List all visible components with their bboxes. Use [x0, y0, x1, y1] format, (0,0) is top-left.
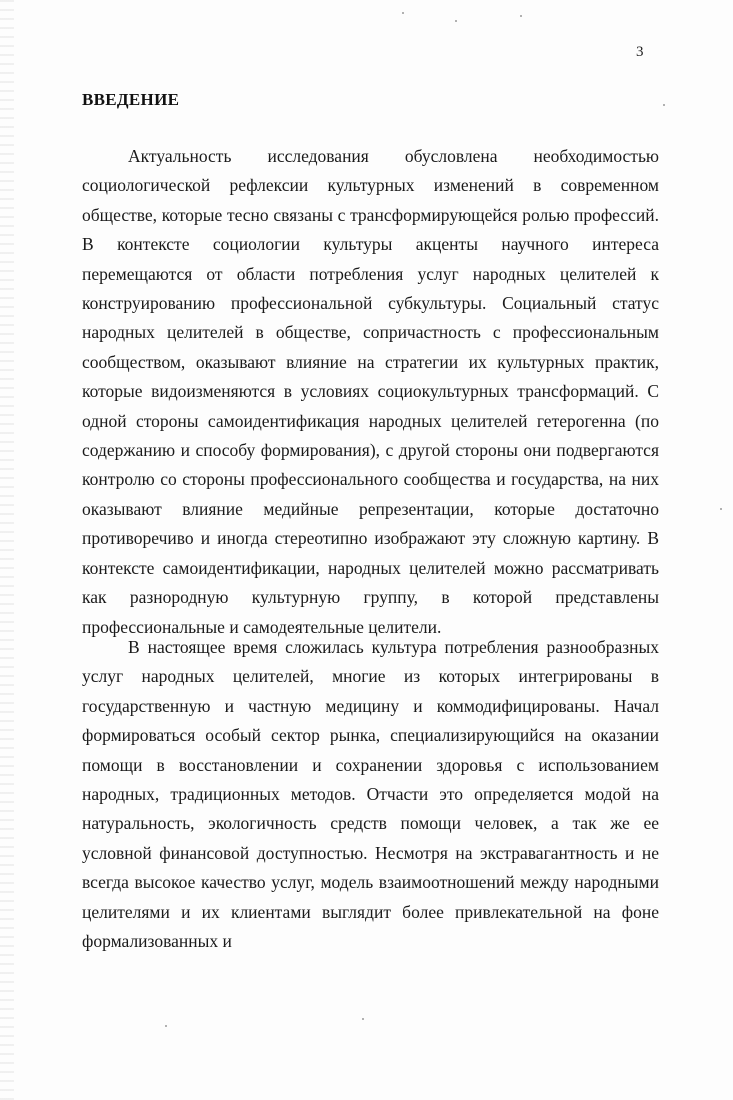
paragraph-1-block: [82, 142, 659, 642]
scan-speck: [520, 15, 522, 17]
scan-edge-artifact: [0, 0, 14, 1100]
scan-speck: [663, 104, 665, 106]
paragraph: Актуальность исследования обусловлена необходимостью социологической рефлексии культурных изменений в современном обществе, которые тесно связаны с трансформирующейся ролью профессий. В контексте социологии культуры акценты научного интереса перемещаются от области потребления услуг народных целителей к конструированию профессиональной субкультуры. Социальный статус народных целителей в обществе, сопричастность с профессиональным сообществом, оказывают влияние на стратегии их культурных практик, которые видоизменяются в условиях социокультурных трансформаций. С одной стороны самоидентификация народных целителей гетерогенна (по содержанию и способу формирования), с другой стороны они подвергаются контролю со стороны профессионального сообщества и государства, на них оказывают влияние медийные репрезентации, которые достаточно противоречиво и иногда стереотипно изображают эту сложную картину. В контексте самоидентификации, народных целителей можно рассматривать как разнородную культурную группу, в которой представлены профессиональные и самодеятельные целители.: [82, 146, 659, 637]
paragraph: В настоящее время сложилась культура потребления разнообразных услуг народных целителей, многие из которых интегрированы в государственную и частную медицину и коммодифицированы. Начал формироваться особый сектор рынка, специализирующийся на оказании помощи в восстановлении и сохранении здоровья с использованием народных, традиционных методов. Отчасти это определяется модой на натуральность, экологичность средств помощи человек, а так же ее условной финансовой доступностью. Несмотря на экстравагантность и не всегда высокое качество услуг, модель взаимоотношений между народными целителями и их клиентами выглядит более привлекательной на фоне формализованных и: [82, 637, 659, 952]
scan-speck: [165, 1025, 167, 1027]
paragraph-2-block: [82, 633, 659, 956]
page-number: 3: [636, 44, 644, 60]
scan-speck: [362, 1018, 364, 1020]
scan-speck: [455, 20, 457, 22]
section-heading: ВВЕДЕНИЕ: [82, 90, 180, 109]
scan-speck: [402, 12, 404, 14]
scan-speck: [720, 508, 722, 510]
